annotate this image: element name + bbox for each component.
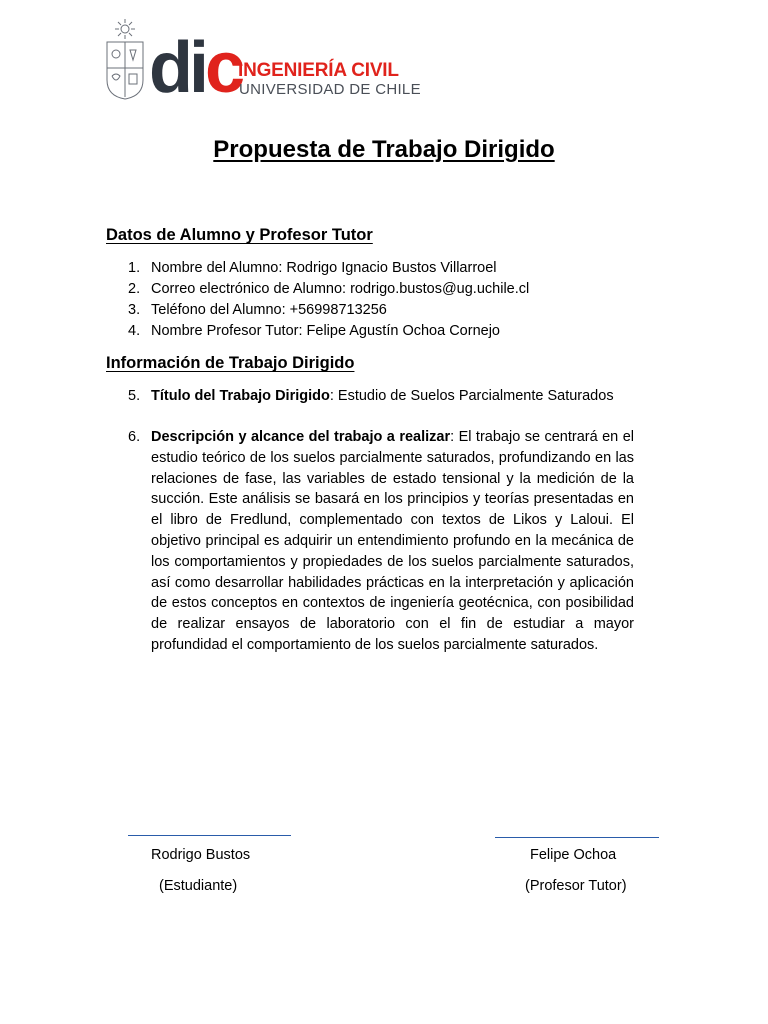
tutor-name: Felipe Ochoa xyxy=(530,847,617,863)
section-heading-student-data: Datos de Alumno y Profesor Tutor xyxy=(106,226,373,244)
list-item: 2. Correo electrónico de Alumno: rodrigo.bustos@ug.uchile.cl xyxy=(128,281,530,297)
item-label: Título del Trabajo Dirigido xyxy=(151,388,330,404)
list-item: 1. Nombre del Alumno: Rodrigo Ignacio Bustos Villarroel xyxy=(128,260,497,276)
dic-logotype xyxy=(149,28,242,108)
tutor-signature-line xyxy=(495,837,659,838)
logo-letter-c: c xyxy=(204,28,242,108)
student-role: (Estudiante) xyxy=(159,878,238,894)
document-title: Propuesta de Trabajo Dirigido xyxy=(213,136,555,163)
list-item: 4. Nombre Profesor Tutor: Felipe Agustín Ochoa Cornejo xyxy=(128,323,500,339)
list-item: 3. Teléfono del Alumno: +56998713256 xyxy=(128,302,387,318)
student-signature-line xyxy=(128,835,291,836)
section-heading-work-info: Información de Trabajo Dirigido xyxy=(106,354,355,372)
university-logo xyxy=(105,18,425,108)
student-name: Rodrigo Bustos xyxy=(151,847,251,863)
brand-line-2: UNIVERSIDAD DE CHILE xyxy=(239,81,421,98)
brand-line-1: INGENIERÍA CIVIL xyxy=(238,60,399,81)
university-seal-icon xyxy=(105,18,145,100)
tutor-role: (Profesor Tutor) xyxy=(525,878,627,894)
list-item-description: 6. Descripción y alcance del trabajo a realizar: El trabajo se centrará en el estudio teórico de los suelos parcialmente saturados, profundizando en las relaciones de fase, las variables de estado tensional y la medición de la succión. Este análisis se basará en los principios y teorías presentadas en el libro de Fredlund, complementado con textos de Likos y Laloui. El objetivo principal es adquirir un entendimiento profundo en la mecánica de los comportamientos y propiedades de los suelos parcialmente saturados, así como desarrollar habilidades prácticas en la interpretación y aplicación de estos conceptos en contextos de ingeniería geotécnica, con posibilidad de realizar ensayos de laboratorio con el fin de estudiar a mayor profundidad el comportamiento de los suelos parcialmente saturados. xyxy=(128,429,634,653)
description-text: : El trabajo se centrará en el estudio teórico de los suelos parcialmente saturados, profundizando en las relaciones de fase, las variables de estado tensional y la medición de la succión. Este análisis se basará en los principios y teorías presentadas en el libro de Fredlund, complementado con textos de Likos y Laloui. El objetivo principal es adquirir un entendimiento profundo en la mecánica de los comportamientos y propiedades de los suelos parcialmente saturados, así como desarrollar habilidades prácticas en la interpretación y aplicación de estos conceptos en contextos de ingeniería geotécnica, con posibilidad de realizar ensayos de laboratorio con el fin de estudiar a mayor profundidad el comportamiento de los suelos parcialmente saturados. xyxy=(151,429,634,653)
logo-letters-di: di xyxy=(149,28,205,108)
list-item-title: 5. Título del Trabajo Dirigido: Estudio de Suelos Parcialmente Saturados xyxy=(128,388,614,404)
item-label: Descripción y alcance del trabajo a realizar xyxy=(151,429,451,445)
